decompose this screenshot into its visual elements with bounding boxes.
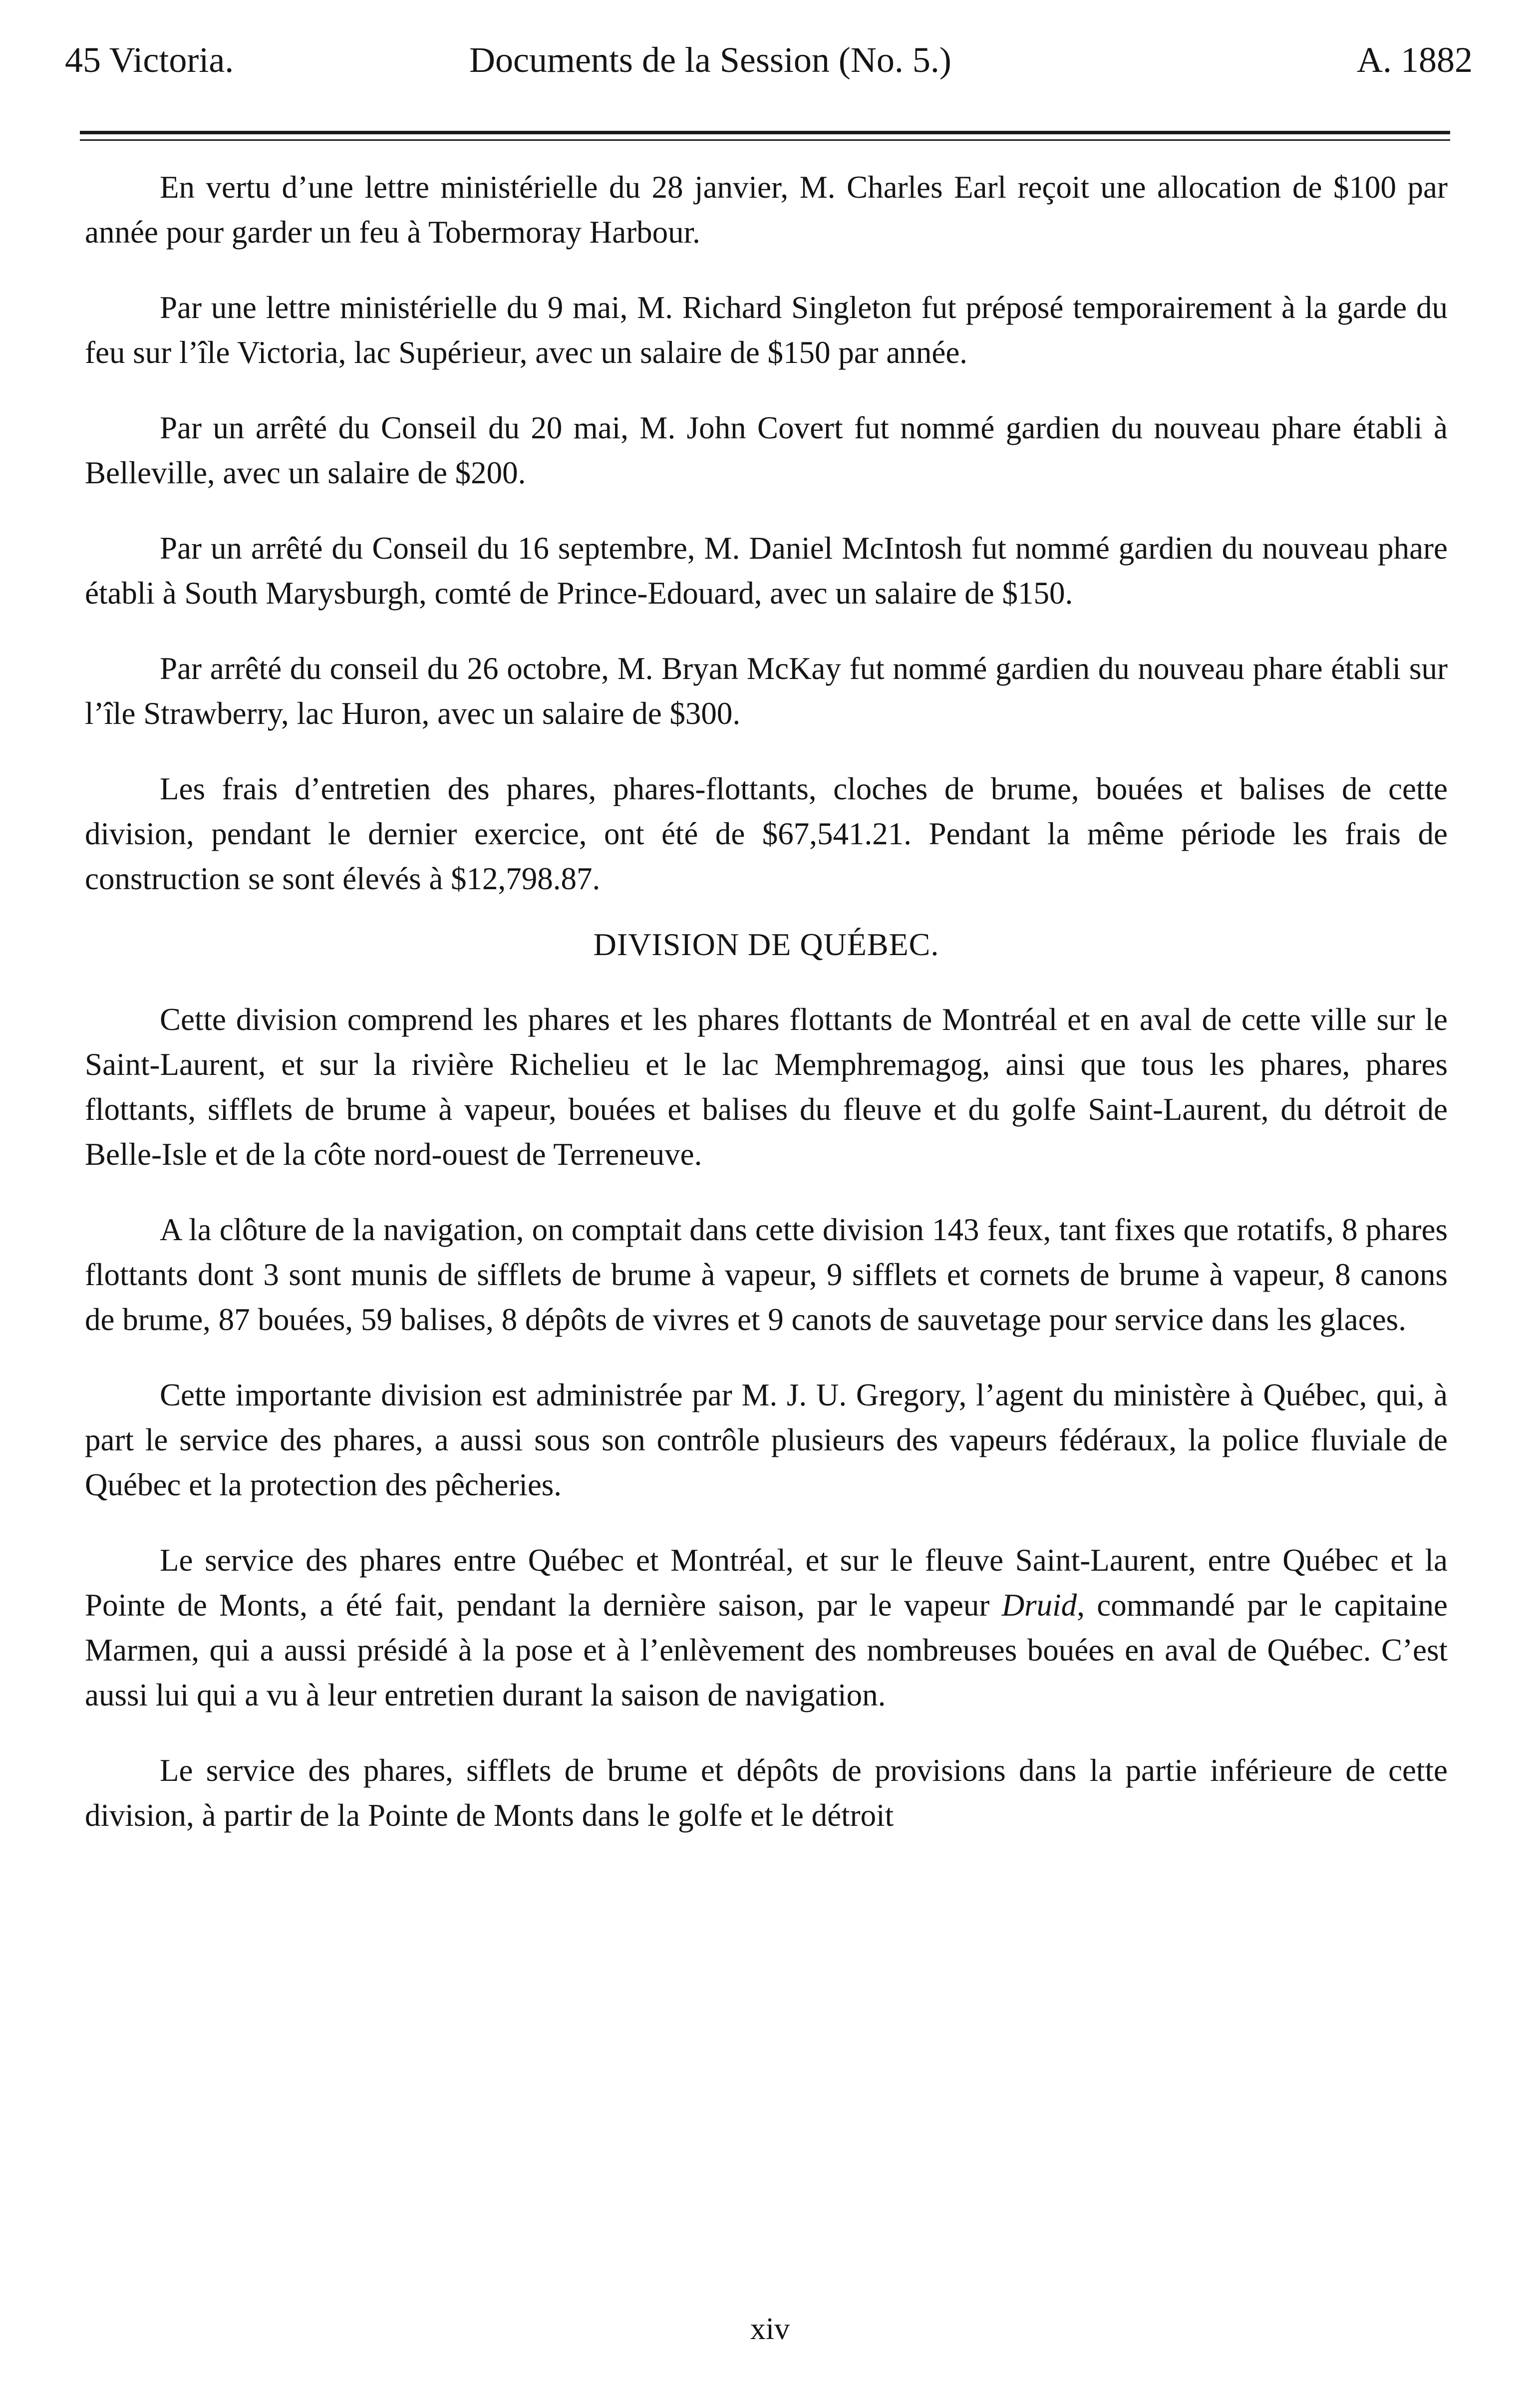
paragraph-text: Par arrêté du conseil du 26 octobre, M. Bryan McKay fut nommé gardien du nouveau phare établi sur l’île Strawberry, lac Huron, avec un salaire de $300.: [85, 651, 1448, 731]
paragraph-text: Cette importante division est administrée par M. J. U. Gregory, l’agent du ministère à Québec, qui, à part le service des phares, a aussi sous son contrôle plusieurs des vapeurs fédéraux, la police fluviale de Québec et la protection des pêcheries.: [85, 1377, 1448, 1502]
paragraph-text: , commandé par le capitaine Marmen, qui a aussi présidé à la pose et à l’enlèvement des nombreuses bouées en aval de Québec. C’est aussi lui qui a vu à leur entretien durant la saison de navigation.: [85, 1588, 1448, 1712]
ship-name: Druid: [1001, 1588, 1077, 1623]
header-volume: 45 Victoria.: [65, 40, 234, 80]
paragraph-text: En vertu d’une lettre ministérielle du 28 janvier, M. Charles Earl reçoit une allocation de $100 par année pour garder un feu à Tobermoray Harbour.: [85, 170, 1448, 250]
paragraph-text: Cette division comprend les phares et les phares flottants de Montréal et en aval de cette ville sur le Saint-Laurent, et sur la rivière Richelieu et le lac Memphremagog, ainsi que tous les phares, phares flottants, sifflets de brume à vapeur, bouées et balises du fleuve et du golfe Saint-Laurent, du détroit de Belle-Isle et de la côte nord-ouest de Terreneuve.: [85, 1002, 1448, 1172]
section-heading: DIVISION DE QUÉBEC.: [593, 927, 939, 962]
paragraph: [85, 1538, 1448, 1717]
paragraph: [85, 1748, 1448, 1838]
paragraph: [85, 997, 1448, 1177]
header-title: Documents de la Session (No. 5.): [469, 40, 951, 80]
paragraph-text: Les frais d’entretien des phares, phares-flottants, cloches de brume, bouées et balises de cette division, pendant le dernier exercice, ont été de $67,541.21. Pendant la même période les frais de construction se sont élevés à $12,798.87.: [85, 771, 1448, 896]
paragraph-text: A la clôture de la navigation, on comptait dans cette division 143 feux, tant fixes que rotatifs, 8 phares flottants dont 3 sont munis de sifflets de brume à vapeur, 9 sifflets et cornets de brume à vapeur, 8 canons de brume, 87 bouées, 59 balises, 8 dépôts de vivres et 9 canots de sauvetage pour service dans les glaces.: [85, 1212, 1448, 1337]
paragraph: [85, 646, 1448, 736]
running-header: [65, 35, 1473, 85]
header-rule-thick: [80, 131, 1450, 134]
paragraph-text: Par un arrêté du Conseil du 20 mai, M. John Covert fut nommé gardien du nouveau phare établi à Belleville, avec un salaire de $200.: [85, 410, 1448, 490]
page-number: xiv: [750, 2312, 790, 2346]
document-body: [85, 165, 1448, 1868]
paragraph: [85, 405, 1448, 495]
paragraph: [85, 285, 1448, 375]
paragraph: [85, 766, 1448, 901]
paragraph-text: Le service des phares, sifflets de brume et dépôts de provisions dans la partie inférieure de cette division, à partir de la Pointe de Monts dans le golfe et le détroit: [85, 1753, 1448, 1833]
paragraph: [85, 1207, 1448, 1342]
paragraph-text: Par une lettre ministérielle du 9 mai, M. Richard Singleton fut préposé temporairement à la garde du feu sur l’île Victoria, lac Supérieur, avec un salaire de $150 par année.: [85, 290, 1448, 370]
paragraph-text: Le service des phares entre Québec et Montréal, et sur le fleuve Saint-Laurent, entre Québec et la Pointe de Monts, a été fait, pendant la dernière saison, par le vapeur: [85, 1543, 1448, 1623]
paragraph: [85, 165, 1448, 255]
paragraph: [85, 526, 1448, 616]
header-year: A. 1882: [1357, 40, 1473, 80]
paragraph: [85, 1372, 1448, 1507]
paragraph-text: Par un arrêté du Conseil du 16 septembre, M. Daniel McIntosh fut nommé gardien du nouveau phare établi à South Marysburgh, comté de Prince-Edouard, avec un salaire de $150.: [85, 531, 1448, 611]
header-rule-thin: [80, 139, 1450, 141]
